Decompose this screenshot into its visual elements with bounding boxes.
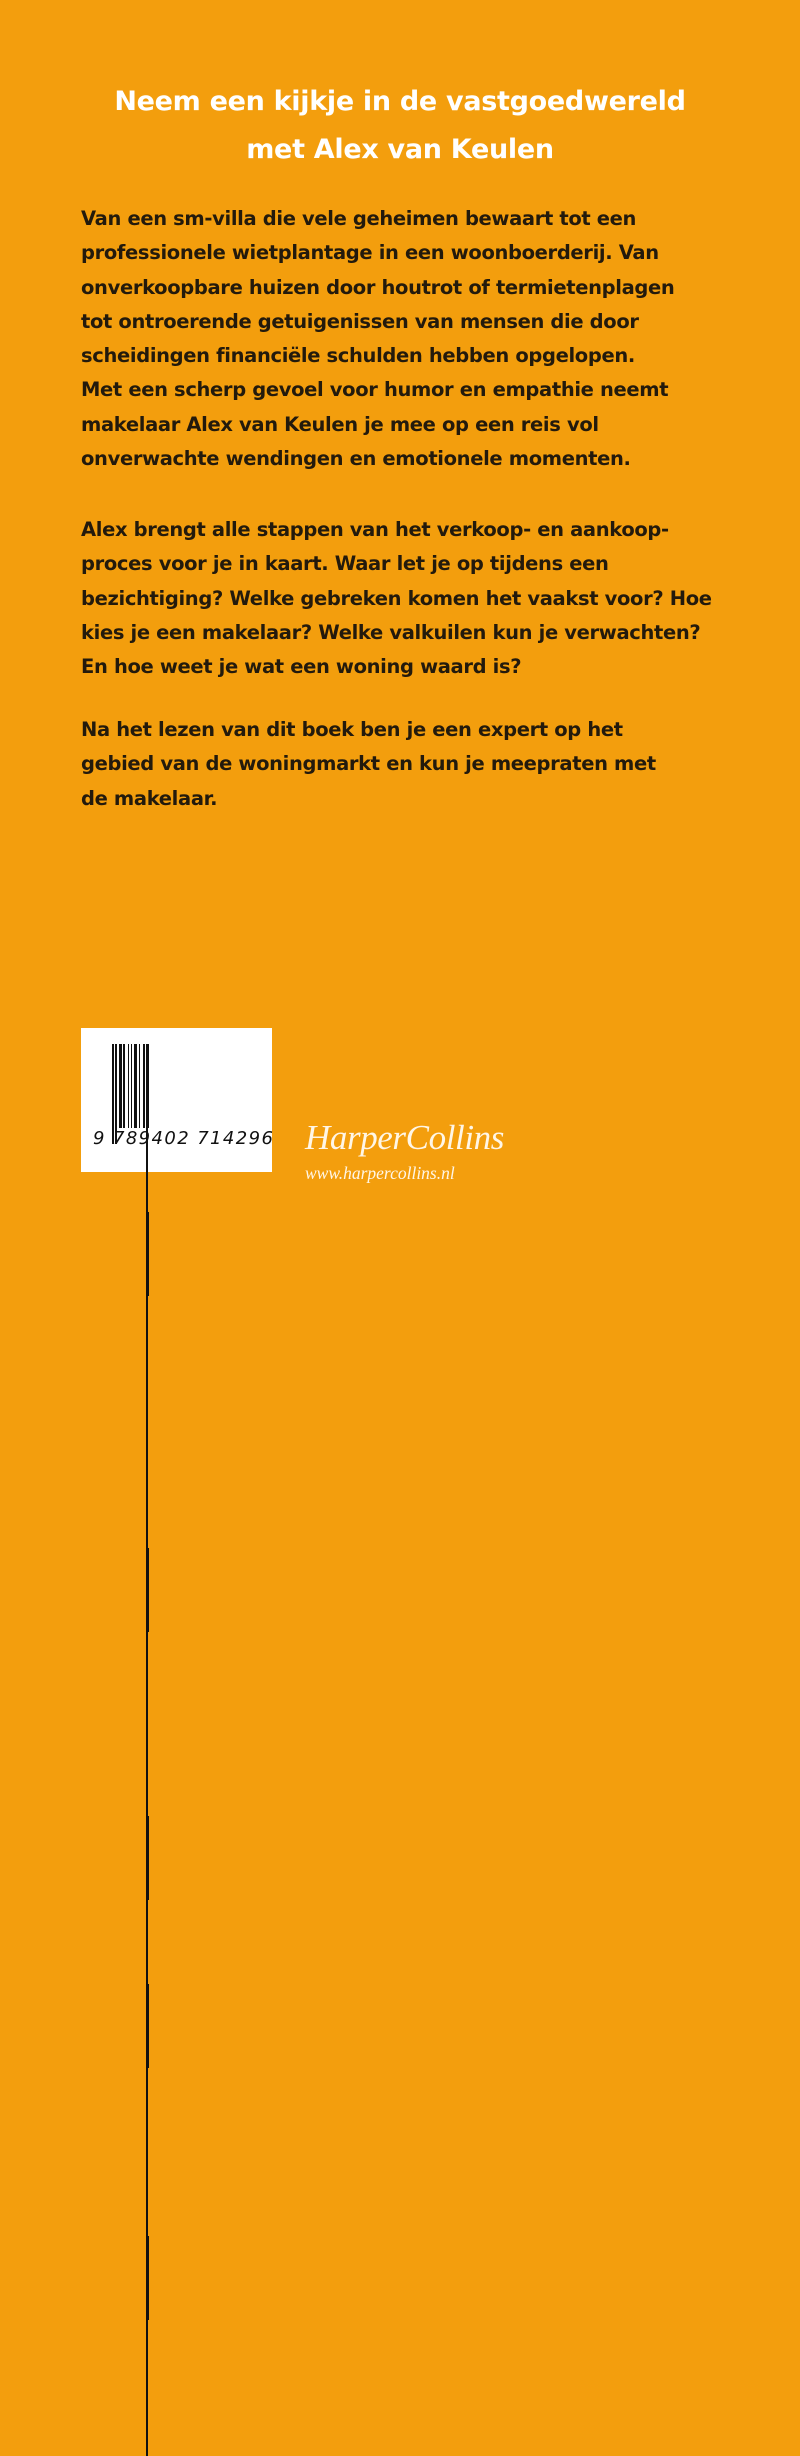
blurb-line: onverkoopbare huizen door houtrot of termietenplagen — [81, 275, 675, 299]
blurb-line: de makelaar. — [81, 786, 218, 810]
isbn-barcode — [81, 1028, 275, 1172]
headline-line-2: met Alex van Keulen — [246, 134, 554, 165]
blurb-line: professionele wietplantage in een woonboerderij. Van — [81, 241, 659, 265]
blurb-paragraph-1 — [81, 202, 741, 476]
blurb-line: Met een scherp gevoel voor humor en empathie neemt — [81, 378, 669, 402]
blurb-line: bezichtiging? Welke gebreken komen het vaakst voor? Hoe — [81, 586, 712, 610]
publisher-logo-text: HarperCollins — [305, 1118, 504, 1157]
blurb-paragraph-3 — [81, 713, 741, 816]
blurb-line: makelaar Alex van Keulen je mee op een reis vol — [81, 412, 599, 436]
publisher-block — [305, 1118, 504, 1185]
blurb-paragraph-2 — [81, 513, 741, 684]
blurb-line: kies je een makelaar? Welke valkuilen kun je verwachten? — [81, 620, 701, 644]
publisher-url: www.harpercollins.nl — [305, 1163, 455, 1183]
blurb-line: Van een sm-villa die vele geheimen bewaart tot een — [81, 207, 637, 230]
blurb-line: proces voor je in kaart. Waar let je op tijdens een — [81, 552, 609, 576]
blurb-line: Alex brengt alle stappen van het verkoop- en aankoop- — [81, 518, 669, 541]
blurb-line: Na het lezen van dit boek ben je een expert op het — [81, 718, 623, 741]
isbn-number: 9 789402 714296 — [93, 1128, 275, 1149]
blurb-line: onverwachte wendingen en emotionele momenten. — [81, 447, 631, 471]
back-cover-headline — [0, 78, 800, 174]
blurb-line: gebied van de woningmarkt en kun je meepraten met — [81, 752, 656, 776]
blurb-line: scheidingen financiële schulden hebben opgelopen. — [81, 344, 635, 368]
blurb-line: tot ontroerende getuigenissen van mensen die door — [81, 309, 639, 333]
blurb-line: En hoe weet je wat een woning waard is? — [81, 655, 522, 679]
headline-line-1: Neem een kijkje in de vastgoedwereld — [114, 86, 686, 117]
